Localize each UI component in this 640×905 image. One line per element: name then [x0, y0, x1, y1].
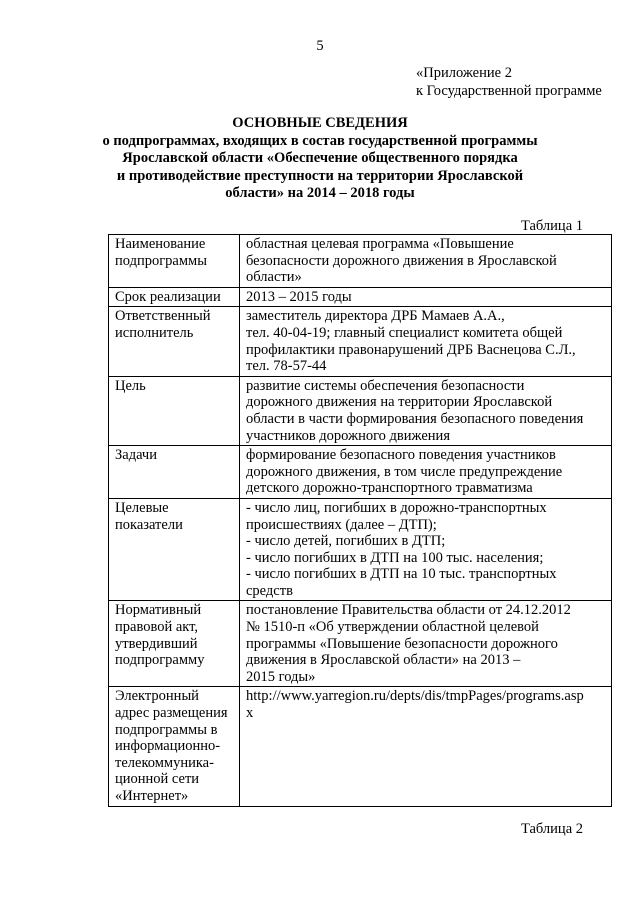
heading-line-2: Ярославской области «Обеспечение общественного порядка — [122, 150, 518, 166]
row-value-line: № 1510-п «Об утверждении областной целевой — [246, 619, 539, 636]
row-value-line: тел. 40-04-19; главный специалист комитета общей — [246, 324, 563, 341]
row-label-line: «Интернет» — [115, 788, 189, 804]
row-label-cell — [109, 376, 240, 445]
row-value-line: программы «Повышение безопасности дорожного — [246, 635, 558, 652]
row-label-line: подпрограммы — [115, 252, 207, 269]
internet-address-text: http://www.yarregion.ru/depts/dis/tmpPages/programs.asp — [246, 688, 584, 705]
row-label-cell — [109, 446, 240, 499]
row-value-cell — [240, 287, 612, 307]
internet-address-text: x — [246, 705, 254, 722]
row-value-line: 2015 годы» — [246, 668, 316, 685]
row-label-line: показатели — [115, 516, 183, 533]
row-label-line: Ответственный — [115, 308, 211, 325]
row-label-line: Цель — [115, 377, 146, 394]
row-value-cell — [240, 687, 612, 806]
row-label-line: Наименование — [115, 236, 206, 252]
table-row — [109, 287, 612, 307]
row-value-line: тел. 78-57-44 — [246, 358, 327, 375]
row-value-line: развитие системы обеспечения безопасности — [246, 377, 525, 394]
row-value-line: движения в Ярославской области» на 2013 – — [246, 652, 521, 669]
row-value-line: происшествиях (далее – ДТП); — [246, 516, 437, 533]
heading-line-1: о подпрограммах, входящих в состав государственной программы — [102, 132, 538, 149]
row-label-cell — [109, 601, 240, 687]
row-label-cell — [109, 498, 240, 601]
page-number: 5 — [316, 38, 324, 54]
heading-title: ОСНОВНЫЕ СВЕДЕНИЯ — [232, 115, 408, 131]
row-label-cell — [109, 687, 240, 806]
row-label-line: телекоммуника- — [115, 754, 214, 771]
row-label-line: утвердивший — [115, 635, 198, 652]
table-row — [109, 687, 612, 806]
row-label-cell — [109, 307, 240, 376]
row-value-line: области» — [246, 269, 302, 286]
table-1-caption: Таблица 1 — [520, 218, 583, 234]
row-value-cell — [240, 498, 612, 601]
row-label-cell — [109, 235, 240, 288]
row-label-line: Целевые — [115, 499, 169, 516]
row-value-line: формирование безопасного поведения участников — [246, 447, 556, 464]
table-row — [109, 307, 612, 376]
row-value-line: - число лиц, погибших в дорожно-транспортных — [246, 499, 547, 516]
table-2-caption: Таблица 2 — [520, 821, 583, 837]
row-label-line: ционной сети — [115, 771, 200, 788]
table-row — [109, 376, 612, 445]
row-value-line: области в части формирования безопасного поведения — [246, 410, 584, 427]
row-value-line: профилактики правонарушений ДРБ Васнецова С.Л., — [246, 341, 576, 358]
appendix-line-2: к Государственной программе — [416, 83, 602, 99]
row-value-line: участников дорожного движения — [246, 427, 450, 444]
table-body — [109, 235, 612, 807]
row-label-line: Срок реализации — [115, 288, 221, 305]
table-row — [109, 446, 612, 499]
row-value-line: дорожного движения на территории Ярославской — [246, 394, 553, 411]
row-value-line: дорожного движения, в том числе предупреждение — [246, 463, 563, 480]
row-value-cell — [240, 376, 612, 445]
row-label-line: Нормативный — [115, 602, 202, 619]
document-heading — [40, 115, 600, 203]
row-value-line: - число погибших в ДТП на 100 тыс. населения; — [246, 549, 544, 566]
heading-line-3: и противодействие преступности на территории Ярославской — [116, 167, 524, 184]
row-value-cell — [240, 446, 612, 499]
row-value-line: - число погибших в ДТП на 10 тыс. транспортных — [246, 566, 557, 583]
table-row — [109, 498, 612, 601]
row-label-line: Задачи — [115, 447, 157, 464]
row-label-line: подпрограммы в — [115, 721, 218, 738]
row-label-cell — [109, 287, 240, 307]
row-value-cell — [240, 601, 612, 687]
subprogram-info-table — [108, 234, 612, 807]
row-value-line: безопасности дорожного движения в Ярославской — [246, 252, 557, 269]
appendix-note — [416, 64, 602, 100]
row-value-line: заместитель директора ДРБ Мамаев А.А., — [246, 308, 505, 325]
row-label-line: исполнитель — [115, 324, 194, 341]
heading-line-4: области» на 2014 – 2018 годы — [225, 185, 415, 201]
row-label-line: подпрограмму — [115, 652, 205, 669]
row-label-line: Электронный — [115, 688, 199, 705]
row-value-line: областная целевая программа «Повышение — [246, 236, 514, 252]
row-value-line: 2013 – 2015 годы — [246, 288, 352, 305]
row-value-line: - число детей, погибших в ДТП; — [246, 533, 446, 550]
row-label-line: адрес размещения — [115, 705, 228, 722]
row-value-line: постановление Правительства области от 24.12.2012 — [246, 602, 571, 619]
row-value-cell — [240, 307, 612, 376]
table-row — [109, 601, 612, 687]
row-label-line: правовой акт, — [115, 619, 198, 636]
appendix-line-1: «Приложение 2 — [416, 65, 512, 81]
row-value-cell — [240, 235, 612, 288]
row-value-line: детского дорожно-транспортного травматизма — [246, 480, 533, 497]
table-row — [109, 235, 612, 288]
row-value-line: средств — [246, 582, 293, 599]
row-label-line: информационно- — [115, 738, 221, 755]
